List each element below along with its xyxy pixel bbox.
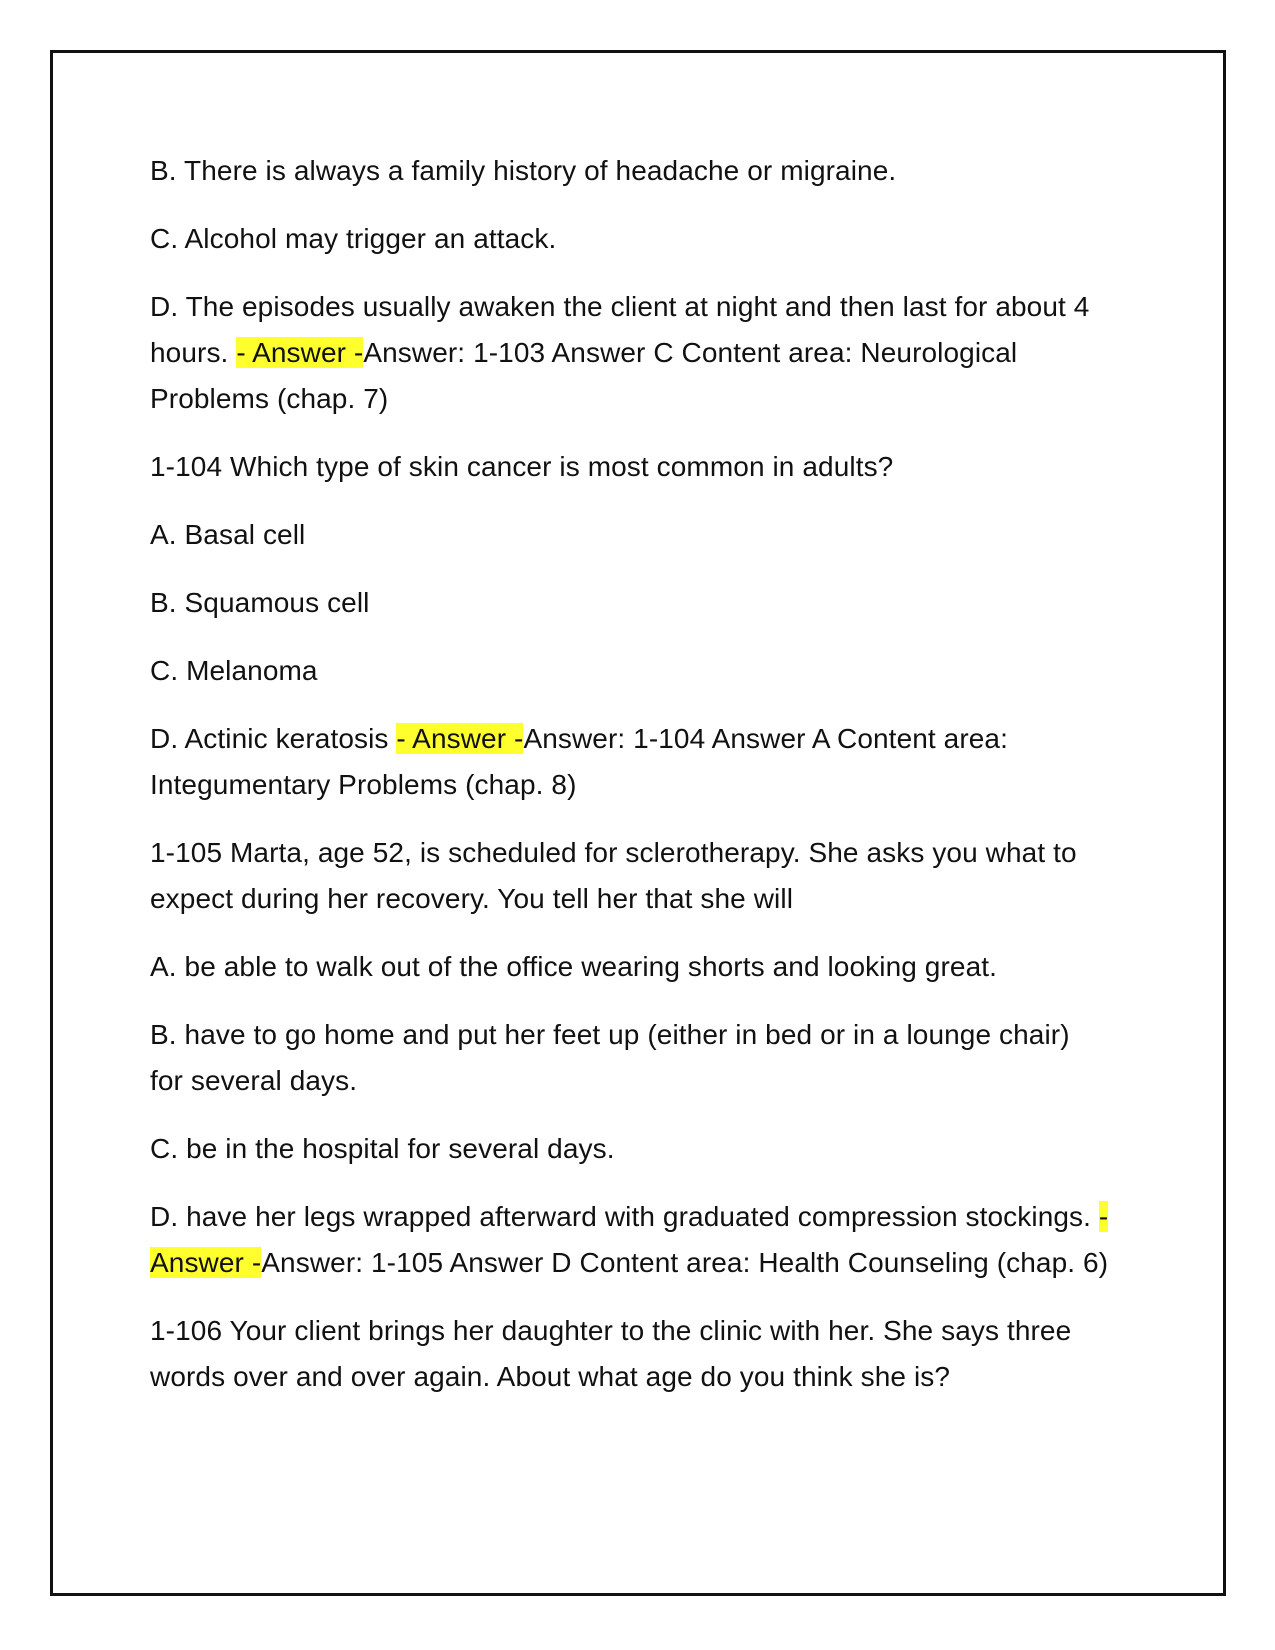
option-b-squamous-cell: B. Squamous cell <box>150 587 370 618</box>
question-1-106: 1-106 Your client brings her daughter to the clinic with her. She says three words over and over again. About what age do you think she is? <box>150 1315 1072 1392</box>
option-a-basal-cell: A. Basal cell <box>150 519 306 550</box>
option-d-actinic-answer <box>150 716 1110 808</box>
document-body <box>150 148 1110 1422</box>
option-d-text: D. have her legs wrapped afterward with graduated compression stockings. <box>150 1201 1099 1232</box>
option-c-hospital: C. be in the hospital for several days. <box>150 1133 615 1164</box>
option-c-alcohol: C. Alcohol may trigger an attack. <box>150 223 557 254</box>
answer-text: Answer: 1-103 Answer C Content area: Neurological Problems (chap. 7) <box>150 337 1018 414</box>
option-d-episodes-answer <box>150 284 1110 422</box>
question-1-105: 1-105 Marta, age 52, is scheduled for sclerotherapy. She asks you what to expect during her recovery. You tell her that she will <box>150 837 1077 914</box>
answer-highlight: - Answer - <box>236 337 364 368</box>
answer-text: Answer: 1-105 Answer D Content area: Health Counseling (chap. 6) <box>261 1247 1109 1278</box>
option-c-melanoma: C. Melanoma <box>150 655 318 686</box>
question-1-104: 1-104 Which type of skin cancer is most common in adults? <box>150 451 894 482</box>
option-a-walk-out: A. be able to walk out of the office wearing shorts and looking great. <box>150 951 997 982</box>
answer-highlight: - Answer - <box>150 1201 1109 1278</box>
option-b-family-history: B. There is always a family history of headache or migraine. <box>150 155 897 186</box>
answer-highlight: - Answer - <box>396 723 524 754</box>
option-d-text: D. Actinic keratosis <box>150 723 397 754</box>
answer-text: Answer: 1-104 Answer A Content area: Integumentary Problems (chap. 8) <box>150 723 1008 800</box>
option-d-legs-wrapped-answer <box>150 1194 1110 1286</box>
option-b-feet-up: B. have to go home and put her feet up (either in bed or in a lounge chair) for several days. <box>150 1019 1070 1096</box>
option-d-text: D. The episodes usually awaken the client at night and then last for about 4 hours. <box>150 291 1090 368</box>
